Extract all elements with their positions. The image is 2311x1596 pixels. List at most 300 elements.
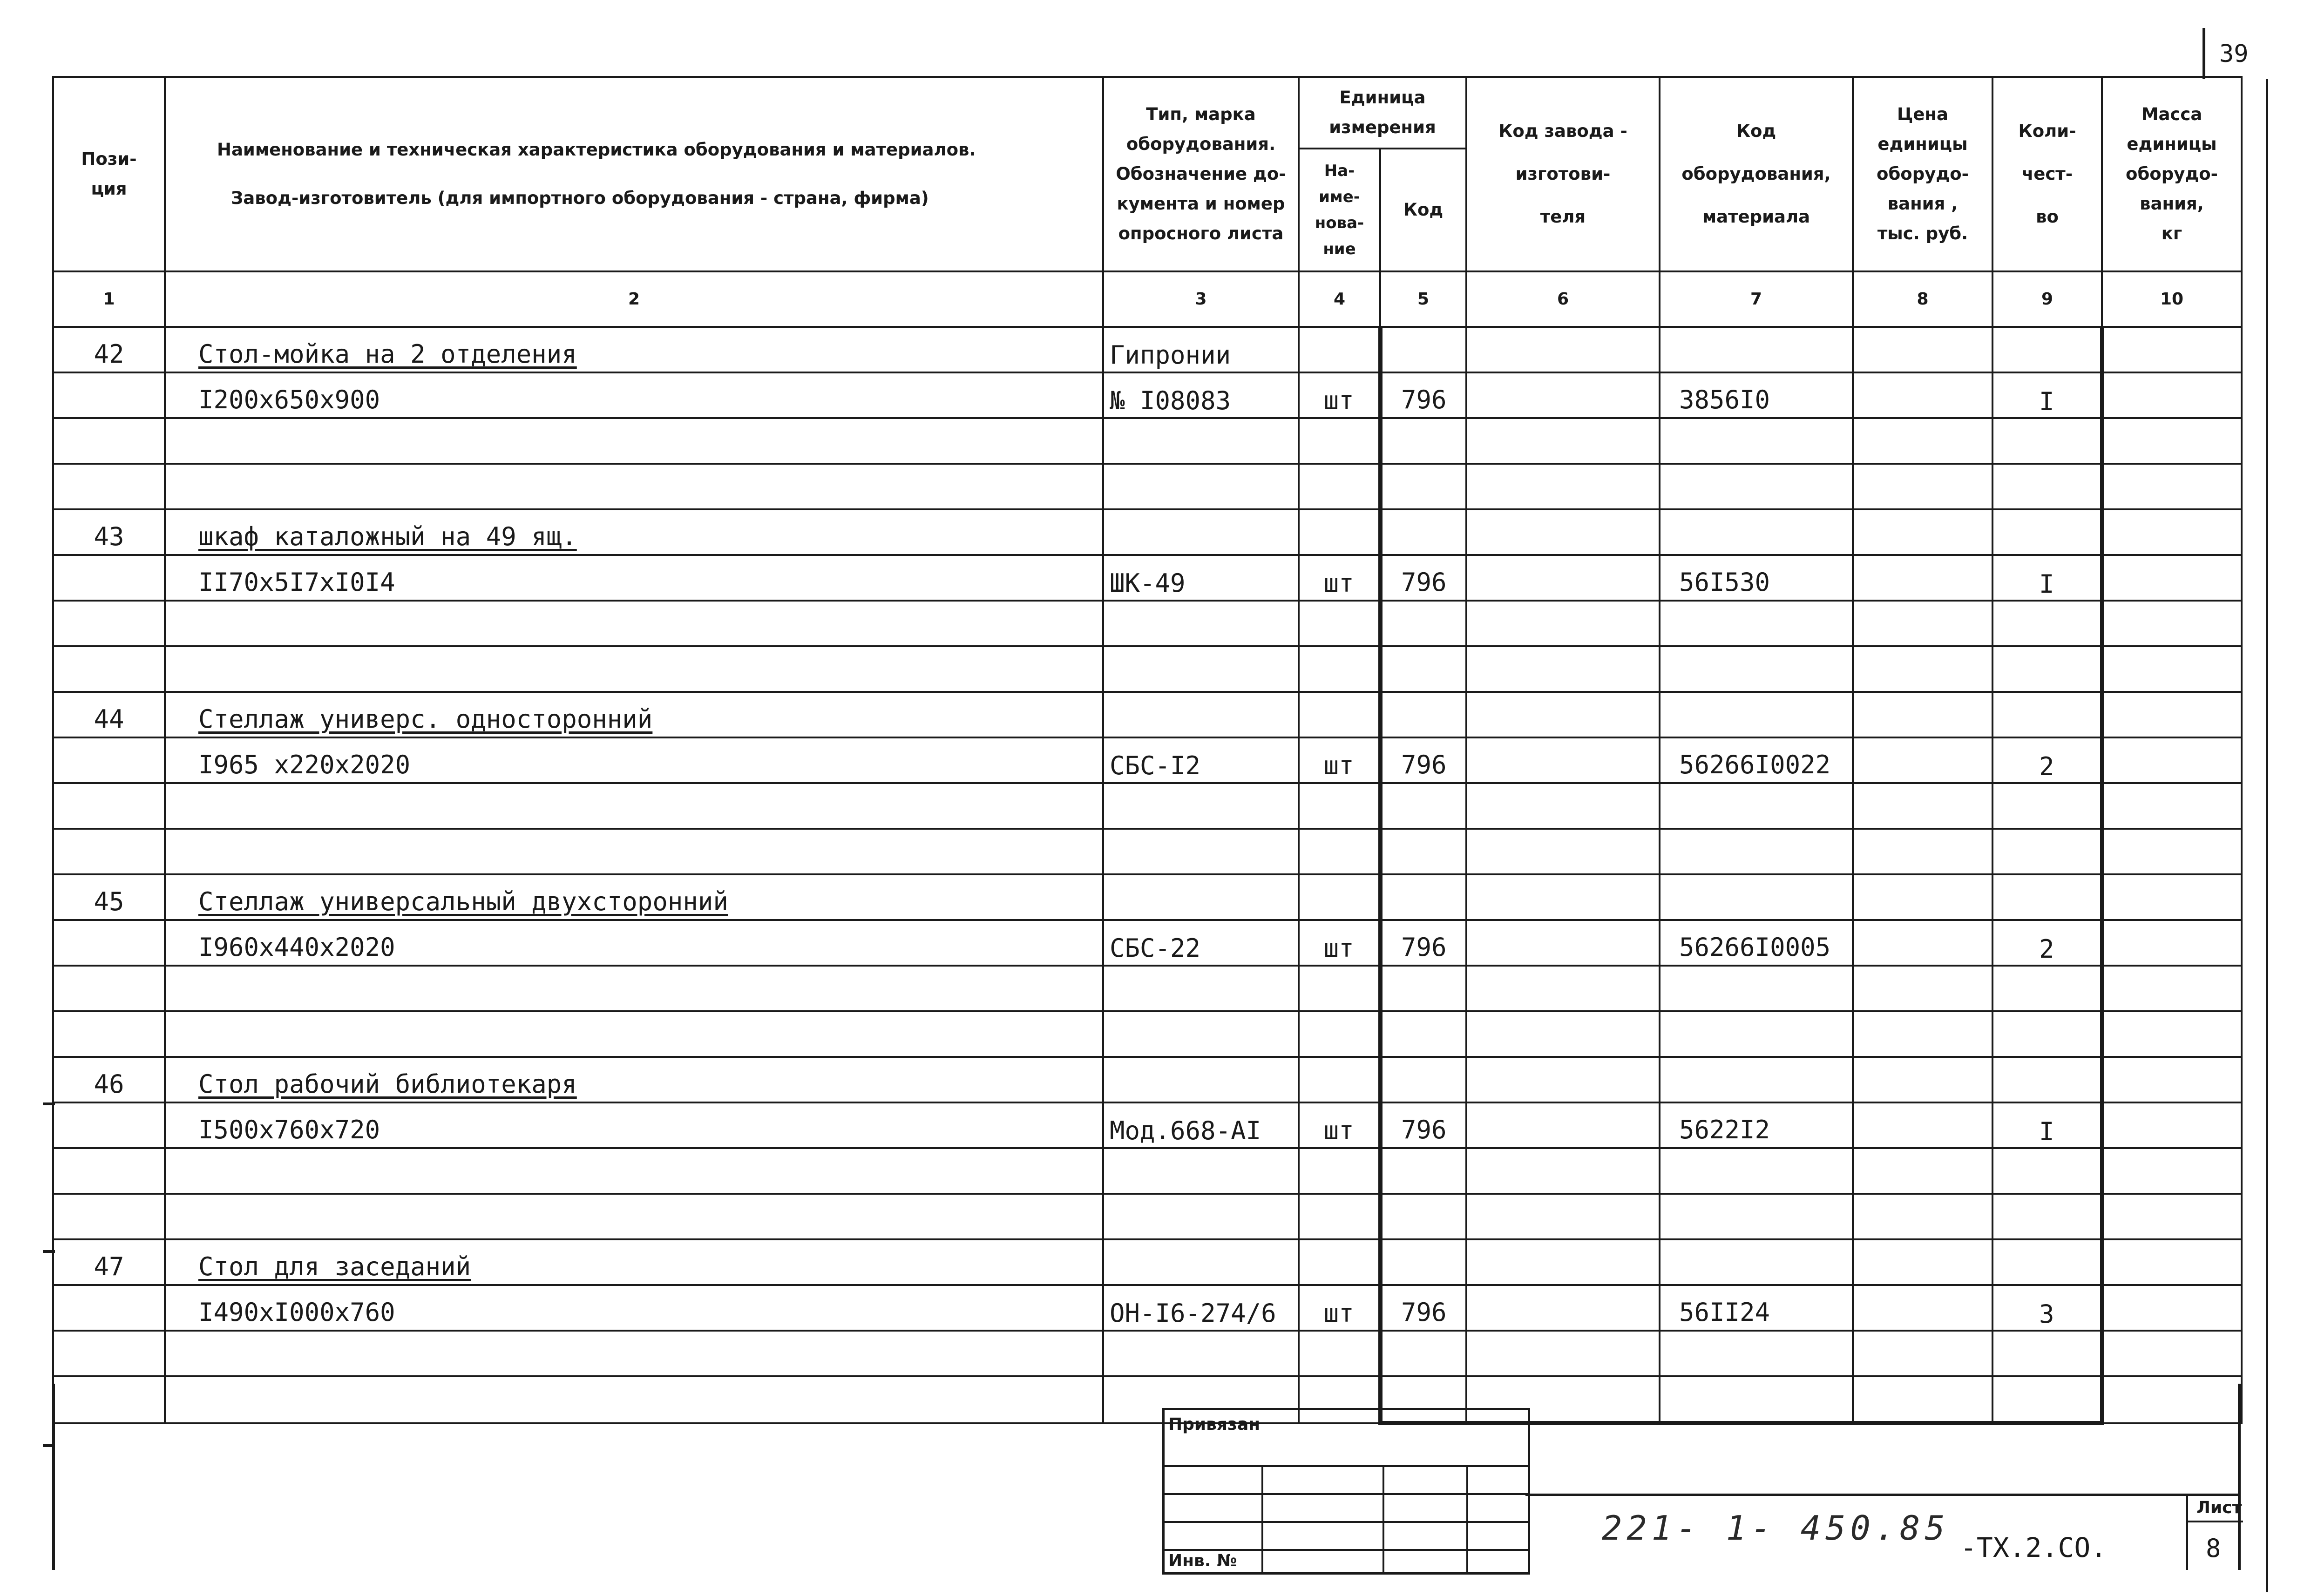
cell-price xyxy=(1853,601,1992,646)
frame-outer-right-edge xyxy=(2266,79,2268,1592)
table-row xyxy=(53,646,2242,692)
margin-tick xyxy=(43,1444,55,1447)
cell-quantity xyxy=(1992,1148,2102,1194)
cell-unit-code xyxy=(1380,966,1466,1011)
cell-quantity-text: 3 xyxy=(2039,1299,2054,1329)
column-number-2: 2 xyxy=(165,271,1103,327)
cell-price xyxy=(1853,1011,1992,1057)
cell-material-code xyxy=(1660,601,1853,646)
cell-quantity xyxy=(1992,1194,2102,1239)
cell-material-code-text: 56266I0022 xyxy=(1679,750,1831,779)
cell-position xyxy=(53,874,165,920)
header-price: Цена единицы оборудо- вания , тыс. руб. xyxy=(1853,77,1992,271)
cell-factory-code xyxy=(1466,829,1660,874)
cell-unit xyxy=(1299,966,1380,1011)
sheet-label: Лист xyxy=(2196,1498,2242,1517)
cell-material-code xyxy=(1660,555,1853,601)
cell-quantity-text: 2 xyxy=(2039,752,2054,781)
cell-mass xyxy=(2102,737,2242,783)
cell-unit xyxy=(1299,372,1380,418)
cell-material-code xyxy=(1660,464,1853,509)
cell-quantity xyxy=(1992,372,2102,418)
cell-type-text: ОН-I6-274/6 xyxy=(1110,1298,1276,1328)
cell-price xyxy=(1853,920,1992,966)
cell-unit xyxy=(1299,1239,1380,1285)
cell-material-code xyxy=(1660,1011,1853,1057)
cell-type xyxy=(1103,920,1299,966)
cell-name xyxy=(165,327,1103,372)
table-row xyxy=(53,372,2242,418)
cell-name xyxy=(165,783,1103,829)
cell-unit xyxy=(1299,327,1380,372)
cell-type xyxy=(1103,874,1299,920)
cell-name xyxy=(165,1102,1103,1148)
cell-unit-text: шт xyxy=(1323,1116,1354,1145)
cell-position-text: 42 xyxy=(94,339,124,369)
table-row xyxy=(53,418,2242,464)
cell-unit-code xyxy=(1380,1011,1466,1057)
cell-name xyxy=(165,646,1103,692)
cell-unit xyxy=(1299,1285,1380,1331)
cell-position xyxy=(53,1011,165,1057)
sheet-number: 8 xyxy=(2206,1534,2221,1563)
cell-material-code xyxy=(1660,418,1853,464)
cell-unit-code xyxy=(1380,418,1466,464)
cell-factory-code xyxy=(1466,737,1660,783)
cell-unit-code xyxy=(1380,692,1466,737)
cell-type-text: ШК-49 xyxy=(1110,568,1186,598)
sheet-box xyxy=(2186,1494,2243,1570)
table-row xyxy=(53,1194,2242,1239)
header-position: Пози- ция xyxy=(53,77,165,271)
header-mass: Масса единицы оборудо- вания, кг xyxy=(2102,77,2242,271)
document-suffix: -ТХ.2.СО. xyxy=(1960,1532,2107,1563)
cell-material-code xyxy=(1660,646,1853,692)
cell-price xyxy=(1853,1285,1992,1331)
cell-unit-code xyxy=(1380,464,1466,509)
cell-name xyxy=(165,555,1103,601)
cell-material-code xyxy=(1660,1148,1853,1194)
cell-quantity xyxy=(1992,783,2102,829)
cell-mass xyxy=(2102,1102,2242,1148)
cell-type xyxy=(1103,509,1299,555)
table-row xyxy=(53,555,2242,601)
cell-name xyxy=(165,692,1103,737)
cell-unit-code xyxy=(1380,509,1466,555)
cell-unit-code xyxy=(1380,737,1466,783)
cell-position-text: 46 xyxy=(94,1069,124,1099)
table-row xyxy=(53,920,2242,966)
cell-type xyxy=(1103,646,1299,692)
cell-type xyxy=(1103,1285,1299,1331)
cell-type-text: Мод.668-АI xyxy=(1110,1116,1261,1145)
cell-mass xyxy=(2102,920,2242,966)
cell-factory-code xyxy=(1466,1057,1660,1102)
cell-unit xyxy=(1299,920,1380,966)
cell-factory-code xyxy=(1466,601,1660,646)
cell-name xyxy=(165,1239,1103,1285)
cell-unit xyxy=(1299,509,1380,555)
table-row xyxy=(53,783,2242,829)
cell-quantity-text: I xyxy=(2039,1117,2054,1146)
cell-name-text: Стеллаж универс. односторонний xyxy=(198,704,653,734)
column-number-9: 9 xyxy=(1992,271,2102,327)
cell-name xyxy=(165,1148,1103,1194)
cell-price xyxy=(1853,646,1992,692)
cell-name xyxy=(165,874,1103,920)
cell-material-code xyxy=(1660,1376,1853,1423)
approval-stamp xyxy=(1162,1408,1530,1575)
cell-name xyxy=(165,1057,1103,1102)
cell-mass xyxy=(2102,692,2242,737)
cell-factory-code xyxy=(1466,372,1660,418)
stamp-title: Привязан xyxy=(1168,1415,1261,1434)
cell-quantity xyxy=(1992,646,2102,692)
header-unit-group: Единица измерения xyxy=(1299,77,1466,149)
table-row xyxy=(53,1102,2242,1148)
cell-unit-text: шт xyxy=(1323,568,1354,598)
cell-factory-code xyxy=(1466,646,1660,692)
cell-name-text: Стол-мойка на 2 отделения xyxy=(198,339,577,369)
cell-mass xyxy=(2102,966,2242,1011)
cell-unit-text: шт xyxy=(1323,933,1354,963)
cell-unit xyxy=(1299,874,1380,920)
cell-material-code xyxy=(1660,509,1853,555)
cell-material-code-text: 56I530 xyxy=(1679,568,1770,597)
cell-name xyxy=(165,601,1103,646)
cell-type xyxy=(1103,1331,1299,1376)
cell-price xyxy=(1853,1148,1992,1194)
cell-name xyxy=(165,1331,1103,1376)
cell-unit-code xyxy=(1380,783,1466,829)
table-row xyxy=(53,601,2242,646)
table-row xyxy=(53,327,2242,372)
cell-unit-text: шт xyxy=(1323,1298,1354,1328)
cell-name-text: I500x760x720 xyxy=(198,1115,380,1144)
cell-position xyxy=(53,464,165,509)
cell-unit-code xyxy=(1380,1239,1466,1285)
header-material-code: Код оборудования, материала xyxy=(1660,77,1853,271)
cell-factory-code xyxy=(1466,874,1660,920)
cell-unit xyxy=(1299,418,1380,464)
cell-quantity xyxy=(1992,966,2102,1011)
table-row xyxy=(53,1011,2242,1057)
cell-price xyxy=(1853,783,1992,829)
cell-unit-code xyxy=(1380,829,1466,874)
cell-mass xyxy=(2102,1194,2242,1239)
cell-name-text: Стеллаж универсальный двухсторонний xyxy=(198,887,728,916)
cell-type xyxy=(1103,737,1299,783)
cell-type xyxy=(1103,829,1299,874)
cell-unit xyxy=(1299,601,1380,646)
column-number-8: 8 xyxy=(1853,271,1992,327)
cell-mass xyxy=(2102,418,2242,464)
cell-price xyxy=(1853,829,1992,874)
cell-factory-code xyxy=(1466,1331,1660,1376)
cell-mass xyxy=(2102,646,2242,692)
column-number-3: 3 xyxy=(1103,271,1299,327)
cell-position xyxy=(53,509,165,555)
specification-body xyxy=(53,327,2242,1423)
cell-mass xyxy=(2102,1011,2242,1057)
cell-mass xyxy=(2102,601,2242,646)
cell-mass xyxy=(2102,1331,2242,1376)
cell-type xyxy=(1103,555,1299,601)
cell-price xyxy=(1853,464,1992,509)
cell-unit-code xyxy=(1380,555,1466,601)
cell-quantity xyxy=(1992,1239,2102,1285)
document-number: 221- 1- 450.85 xyxy=(1602,1508,1950,1548)
cell-type xyxy=(1103,1239,1299,1285)
cell-material-code-text: 56266I0005 xyxy=(1679,933,1831,962)
column-number-4: 4 xyxy=(1299,271,1380,327)
margin-tick xyxy=(43,1102,55,1105)
table-row xyxy=(53,966,2242,1011)
cell-factory-code xyxy=(1466,1239,1660,1285)
cell-mass xyxy=(2102,372,2242,418)
cell-name xyxy=(165,509,1103,555)
cell-position xyxy=(53,1194,165,1239)
cell-unit-code xyxy=(1380,874,1466,920)
table-row xyxy=(53,692,2242,737)
cell-mass xyxy=(2102,464,2242,509)
cell-price xyxy=(1853,327,1992,372)
cell-factory-code xyxy=(1466,966,1660,1011)
cell-type-text: № I08083 xyxy=(1110,386,1231,415)
cell-name-text: I960x440x2020 xyxy=(198,933,395,962)
cell-unit-code-text: 796 xyxy=(1401,1115,1447,1144)
cell-unit-code-text: 796 xyxy=(1401,385,1447,414)
cell-quantity-text: I xyxy=(2039,387,2054,416)
cell-quantity xyxy=(1992,327,2102,372)
cell-material-code xyxy=(1660,783,1853,829)
cell-unit xyxy=(1299,1331,1380,1376)
cell-material-code-text: 3856I0 xyxy=(1679,385,1770,414)
cell-position xyxy=(53,1102,165,1148)
cell-name xyxy=(165,829,1103,874)
margin-tick xyxy=(43,1250,55,1253)
cell-position xyxy=(53,1331,165,1376)
cell-mass xyxy=(2102,874,2242,920)
cell-type xyxy=(1103,418,1299,464)
cell-quantity xyxy=(1992,418,2102,464)
cell-position xyxy=(53,555,165,601)
cell-factory-code xyxy=(1466,327,1660,372)
cell-type-text: СБС-22 xyxy=(1110,933,1201,963)
table-row xyxy=(53,874,2242,920)
cell-material-code xyxy=(1660,1057,1853,1102)
cell-price xyxy=(1853,555,1992,601)
table-row xyxy=(53,829,2242,874)
cell-quantity xyxy=(1992,1376,2102,1423)
cell-name xyxy=(165,418,1103,464)
cell-position xyxy=(53,372,165,418)
cell-mass xyxy=(2102,1148,2242,1194)
cell-position xyxy=(53,646,165,692)
cell-quantity xyxy=(1992,737,2102,783)
cell-material-code xyxy=(1660,327,1853,372)
cell-factory-code xyxy=(1466,1102,1660,1148)
cell-name xyxy=(165,372,1103,418)
cell-price xyxy=(1853,1102,1992,1148)
cell-unit-code xyxy=(1380,1057,1466,1102)
cell-type xyxy=(1103,966,1299,1011)
table-row xyxy=(53,1148,2242,1194)
cell-material-code xyxy=(1660,1194,1853,1239)
cell-position xyxy=(53,920,165,966)
cell-type xyxy=(1103,1148,1299,1194)
cell-unit xyxy=(1299,1057,1380,1102)
cell-type xyxy=(1103,692,1299,737)
cell-factory-code xyxy=(1466,920,1660,966)
cell-material-code xyxy=(1660,920,1853,966)
cell-price xyxy=(1853,418,1992,464)
cell-price xyxy=(1853,1239,1992,1285)
cell-unit xyxy=(1299,1102,1380,1148)
cell-factory-code xyxy=(1466,1148,1660,1194)
cell-quantity xyxy=(1992,464,2102,509)
title-block-line xyxy=(1525,1494,2241,1496)
cell-mass xyxy=(2102,1285,2242,1331)
table-row xyxy=(53,1057,2242,1102)
cell-position xyxy=(53,327,165,372)
cell-name-text: II70x5I7xI0I4 xyxy=(198,568,395,597)
cell-unit xyxy=(1299,1194,1380,1239)
header-unit-name: На- име- нова- ние xyxy=(1299,149,1380,271)
cell-type xyxy=(1103,1011,1299,1057)
table-row xyxy=(53,1331,2242,1376)
cell-name xyxy=(165,1011,1103,1057)
cell-price xyxy=(1853,1057,1992,1102)
table-row xyxy=(53,464,2242,509)
cell-position xyxy=(53,783,165,829)
table-row xyxy=(53,509,2242,555)
cell-material-code xyxy=(1660,966,1853,1011)
cell-position-text: 44 xyxy=(94,704,124,734)
cell-price xyxy=(1853,1331,1992,1376)
cell-price xyxy=(1853,966,1992,1011)
cell-unit xyxy=(1299,646,1380,692)
cell-unit xyxy=(1299,1011,1380,1057)
cell-price xyxy=(1853,1194,1992,1239)
cell-factory-code xyxy=(1466,555,1660,601)
cell-position xyxy=(53,692,165,737)
cell-material-code xyxy=(1660,737,1853,783)
cell-unit xyxy=(1299,464,1380,509)
cell-position xyxy=(53,601,165,646)
cell-position xyxy=(53,418,165,464)
cell-price xyxy=(1853,509,1992,555)
cell-quantity xyxy=(1992,692,2102,737)
specification-table xyxy=(52,76,2243,1425)
cell-position-text: 45 xyxy=(94,887,124,916)
cell-price xyxy=(1853,1376,1992,1423)
cell-position xyxy=(53,966,165,1011)
cell-name xyxy=(165,966,1103,1011)
cell-factory-code xyxy=(1466,464,1660,509)
cell-unit-code-text: 796 xyxy=(1401,568,1447,597)
cell-type-text: Гипронии xyxy=(1110,340,1231,370)
cell-quantity xyxy=(1992,601,2102,646)
cell-material-code xyxy=(1660,1285,1853,1331)
cell-type xyxy=(1103,1057,1299,1102)
cell-position xyxy=(53,1285,165,1331)
cell-unit-code-text: 796 xyxy=(1401,750,1447,779)
cell-unit xyxy=(1299,737,1380,783)
cell-type xyxy=(1103,1102,1299,1148)
corner-sheet-number: 39 xyxy=(2219,40,2249,68)
cell-quantity xyxy=(1992,1057,2102,1102)
cell-quantity xyxy=(1992,874,2102,920)
cell-material-code xyxy=(1660,372,1853,418)
cell-quantity xyxy=(1992,920,2102,966)
cell-name xyxy=(165,920,1103,966)
cell-unit xyxy=(1299,555,1380,601)
cell-material-code-text: 5622I2 xyxy=(1679,1115,1770,1144)
cell-unit-code xyxy=(1380,1148,1466,1194)
cell-unit-code xyxy=(1380,1285,1466,1331)
cell-quantity xyxy=(1992,1011,2102,1057)
cell-quantity-text: I xyxy=(2039,569,2054,599)
cell-position xyxy=(53,829,165,874)
cell-mass xyxy=(2102,555,2242,601)
cell-unit-code xyxy=(1380,1194,1466,1239)
column-number-6: 6 xyxy=(1466,271,1660,327)
header-name: Наименование и техническая характеристика оборудования и материалов. Завод-изготовитель (для импортного оборудования - страна, фирма) xyxy=(165,77,1103,271)
cell-name xyxy=(165,737,1103,783)
cell-mass xyxy=(2102,783,2242,829)
frame-left-edge xyxy=(52,1384,55,1570)
cell-price xyxy=(1853,874,1992,920)
table-row xyxy=(53,1239,2242,1285)
cell-quantity xyxy=(1992,829,2102,874)
cell-name-text: Стол для заседаний xyxy=(198,1252,471,1281)
cell-factory-code xyxy=(1466,692,1660,737)
cell-unit-code xyxy=(1380,1102,1466,1148)
cell-unit-code xyxy=(1380,646,1466,692)
cell-position xyxy=(53,1239,165,1285)
cell-material-code xyxy=(1660,1239,1853,1285)
cell-position-text: 43 xyxy=(94,522,124,551)
cell-price xyxy=(1853,692,1992,737)
cell-quantity xyxy=(1992,1331,2102,1376)
cell-material-code-text: 56II24 xyxy=(1679,1298,1770,1327)
header-unit-code: Код xyxy=(1380,149,1466,271)
cell-quantity xyxy=(1992,1102,2102,1148)
cell-quantity xyxy=(1992,555,2102,601)
cell-mass xyxy=(2102,1239,2242,1285)
cell-type xyxy=(1103,327,1299,372)
cell-position xyxy=(53,1057,165,1102)
cell-type-text: СБС-I2 xyxy=(1110,751,1201,780)
cell-factory-code xyxy=(1466,783,1660,829)
cell-material-code xyxy=(1660,1102,1853,1148)
cell-factory-code xyxy=(1466,1285,1660,1331)
inventory-label: Инв. № xyxy=(1168,1551,1237,1570)
cell-material-code xyxy=(1660,1331,1853,1376)
cell-mass xyxy=(2102,1057,2242,1102)
cell-unit xyxy=(1299,783,1380,829)
cell-type xyxy=(1103,464,1299,509)
cell-mass xyxy=(2102,829,2242,874)
cell-quantity xyxy=(1992,509,2102,555)
cell-unit-code xyxy=(1380,327,1466,372)
cell-name-text: Стол рабочий библиотекаря xyxy=(198,1069,577,1099)
cell-unit-code-text: 796 xyxy=(1401,1298,1447,1327)
cell-unit-code xyxy=(1380,372,1466,418)
cell-unit-code xyxy=(1380,601,1466,646)
cell-material-code xyxy=(1660,692,1853,737)
